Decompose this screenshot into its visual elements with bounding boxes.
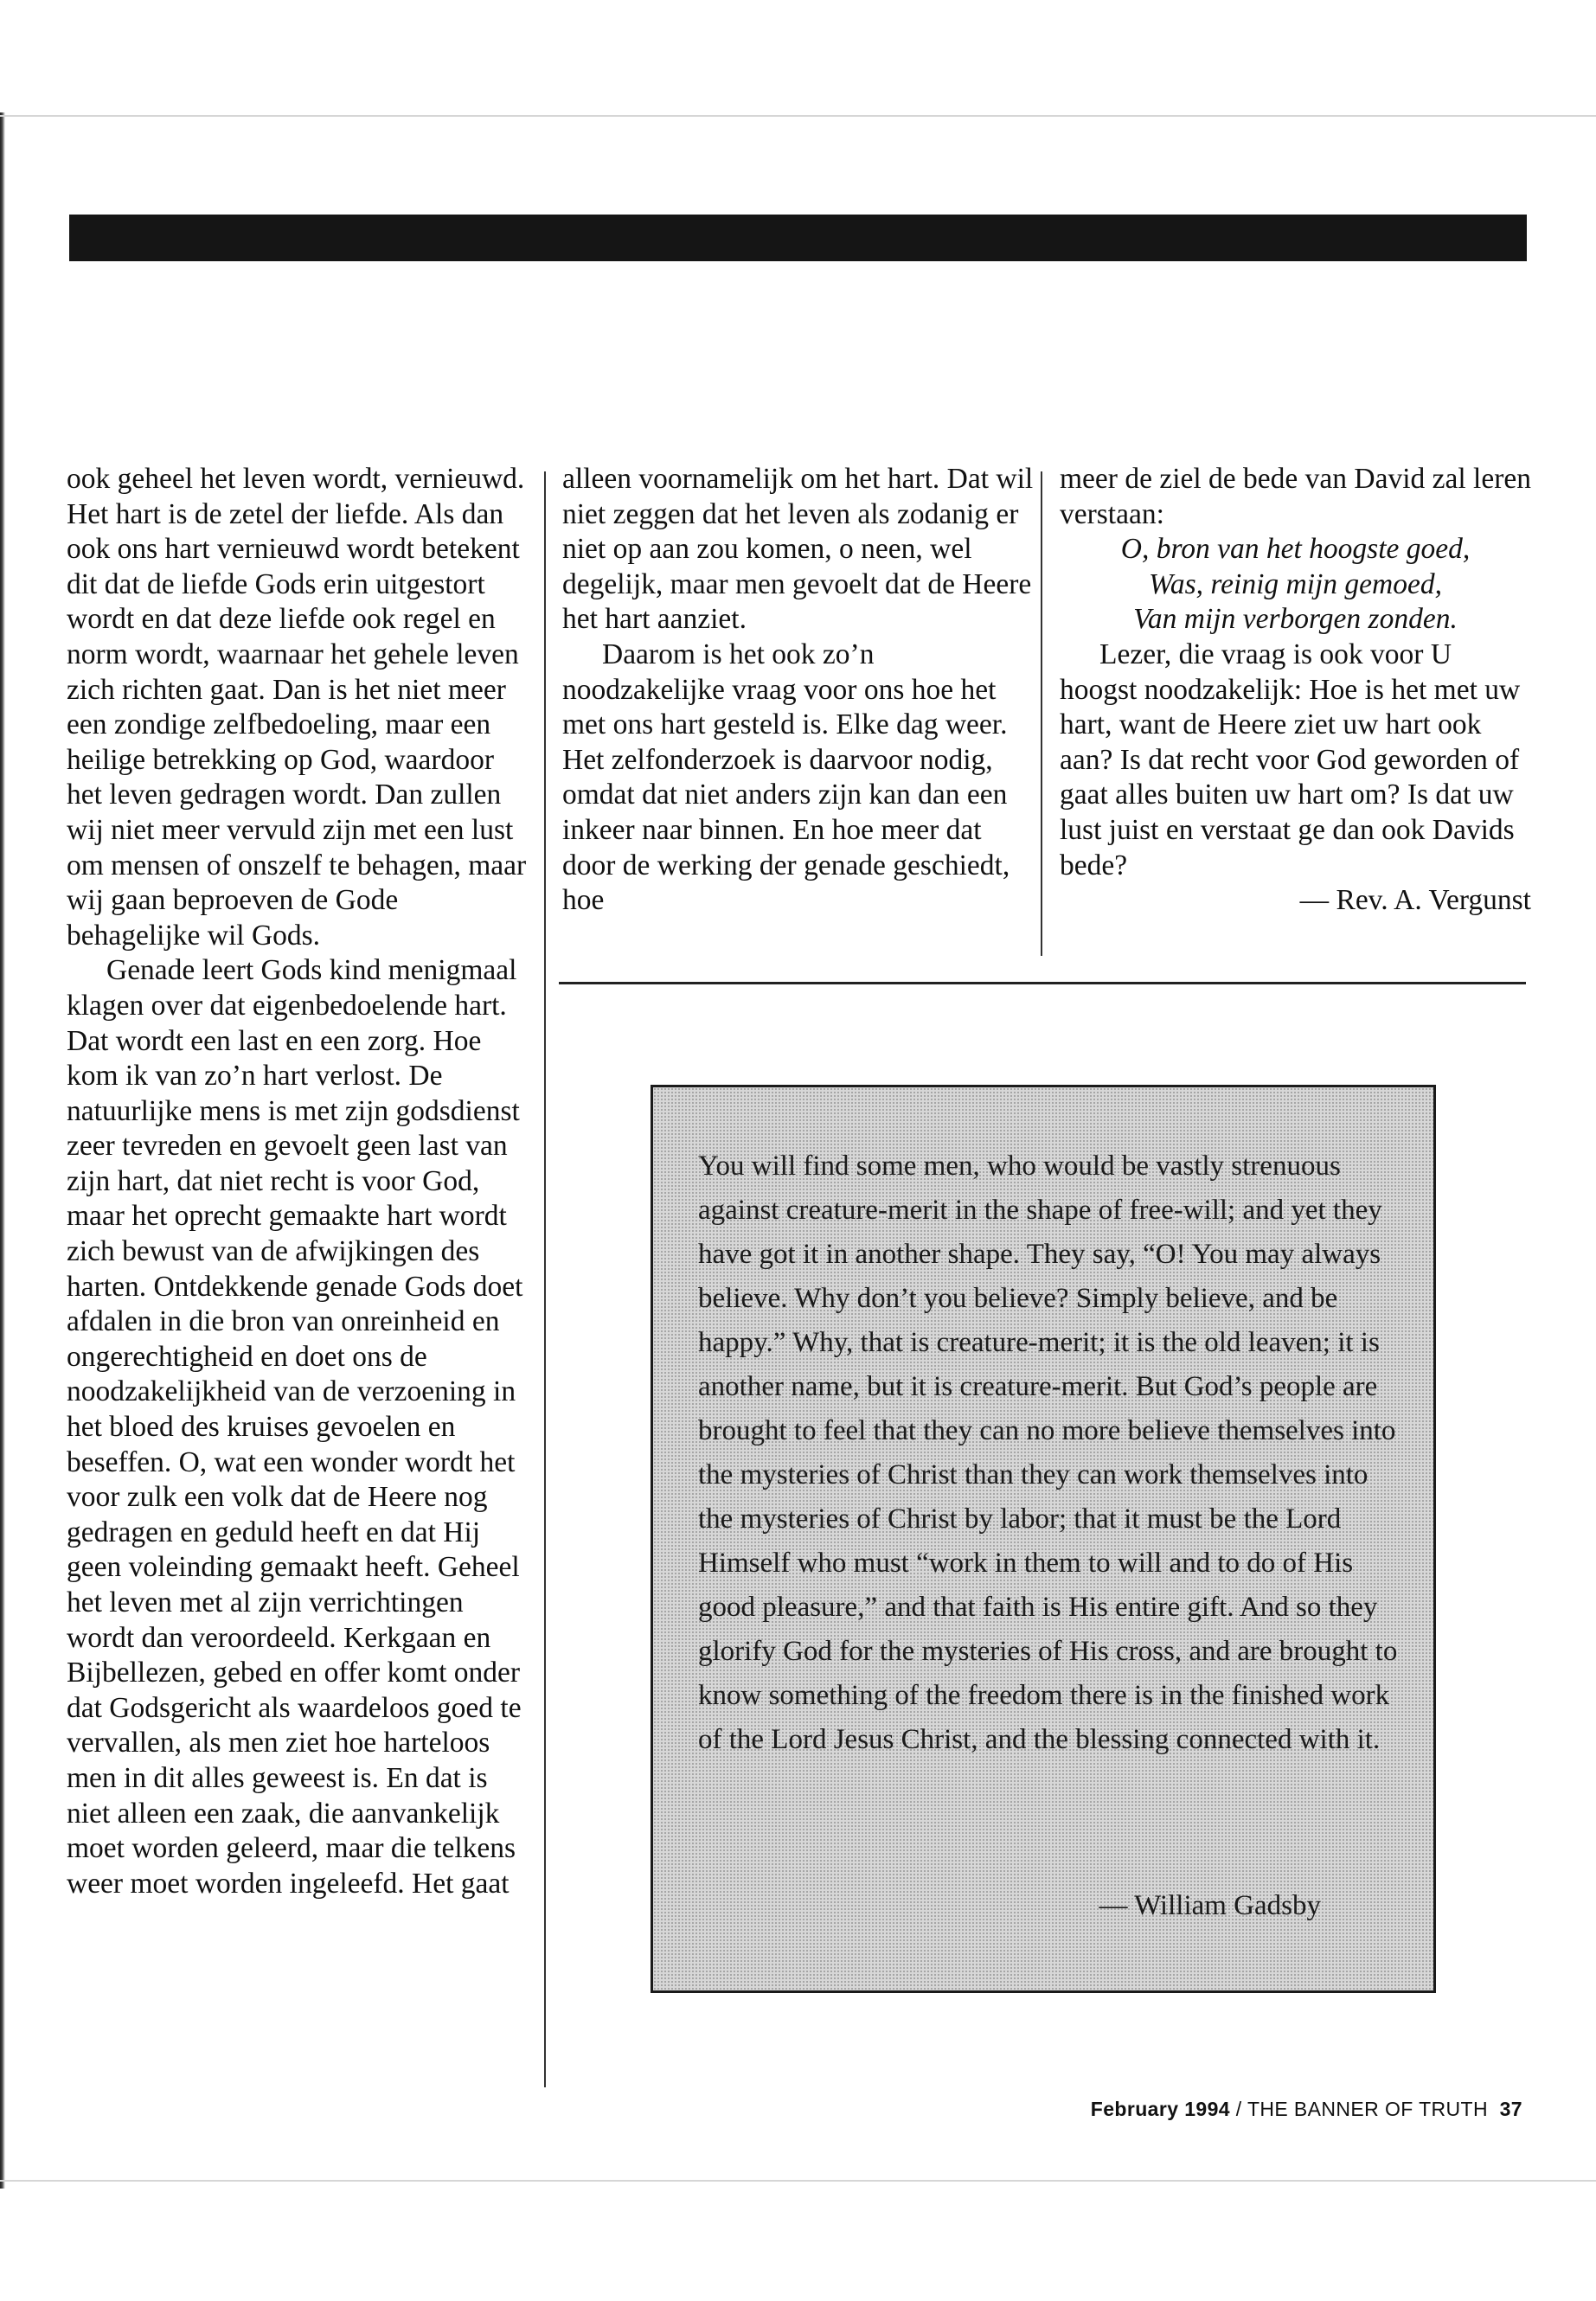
column-divider-2: [1041, 471, 1042, 956]
scan-edge-shadow: [0, 112, 5, 2189]
psalm-verse: [1060, 532, 1531, 638]
psalm-verse-line: O, bron van het hoogste goed,: [1120, 533, 1471, 566]
page-bottom-edge: [0, 2180, 1596, 2182]
article-byline: — Rev. A. Vergunst: [1299, 884, 1531, 917]
footer-separator: /: [1229, 2098, 1247, 2120]
footer-publication: THE BANNER OF TRUTH: [1247, 2098, 1489, 2120]
column2-paragraph-1: alleen voornamelijk om het hart. Dat wil niet zeggen dat het leven als zodanig er niet op aan zou komen, o neen, wel degelijk, maar men gevoelt dat de Heere het hart aanziet.: [562, 463, 1034, 636]
column2-paragraph-2: Daarom is het ook zo’n noodzakelijke vraag voor ons hoe het met ons hart gesteld is. Elke dag weer. Het zelfonderzoek is daarvoor nodig, omdat dat niet anders zijn kan dan een inkeer naar binnen. En hoe meer dat door de werking der genade geschiedt, hoe: [562, 638, 1010, 917]
header-banner: [69, 215, 1527, 261]
column1-paragraph-1: ook geheel het leven wordt, vernieuwd. Het hart is de zetel der liefde. Als dan ook ons hart vernieuwd wordt betekent dit dat de liefde Gods erin uitgestort wordt en dat deze liefde ook regel en norm wordt, waarnaar het gehele leven zich richten gaat. Dan is het niet meer een zondige zelfbedoeling, maar een heilige betrekking op God, waardoor het leven gedragen wordt. Dan zullen wij niet meer vervuld zijn met een lust om mensen of onszelf te behagen, maar wij gaan beproeven de Gode behagelijke wil Gods.: [67, 463, 527, 952]
quote-author: — William Gadsby: [1099, 1890, 1321, 1921]
article-end-rule: [559, 982, 1526, 984]
psalm-verse-line: Was, reinig mijn gemoed,: [1148, 567, 1442, 600]
quote-text: You will find some men, who would be vastly strenuous against creature-merit in the shape of free-will; and yet they have got it in another shape. They say, “O! You may always believe. Why don’t you believe? Simply believe, and be happy.” Why, that is creature-merit; it is the old leaven; it is another name, but it is creature-merit. But God’s people are brought to feel that they can no more believe themselves into the mysteries of Christ than they can work themselves into the mysteries of Christ by labor; that it must be the Lord Himself who must “work in them to will and to do of His good pleasure,” and that faith is His entire gift. And so they glorify God for the mysteries of His cross, and are brought to know something of the freedom there is in the finished work of the Lord Jesus Christ, and the blessing connected with it.: [698, 1150, 1398, 1755]
column1-paragraph-2: Genade leert Gods kind menigmaal klagen over dat eigenbedoelende hart. Dat wordt een last en een zorg. Hoe kom ik van zo’n hart verlost. De natuurlijke mens is met zijn godsdienst zeer tevreden en gevoelt geen last van zijn hart, dat niet recht is voor God, maar het oprecht gemaakte hart wordt zich bewust van de afwijkingen des harten. Ontdekkende genade Gods doet afdalen in die bron van onreinheid en ongerechtigheid en doet ons de noodzakelijkheid van de verzoening in het bloed des kruises gevoelen en beseffen. O, wat een wonder wordt het voor zulk een volk dat de Heere nog gedragen en geduld heeft en dat Hij geen voleinding gemaakt heeft. Geheel het leven met al zijn verrichtingen wordt dan veroordeeld. Kerkgaan en Bijbellezen, gebed en offer komt onder dat Godsgericht als waardeloos goed te vervallen, als men ziet hoe harteloos men in dit alles geweest is. En dat is niet alleen een zaak, die aanvankelijk moet worden geleerd, maar die telkens weer moet worden ingeleefd. Het gaat: [67, 954, 523, 1900]
page-top-edge: [0, 115, 1596, 117]
column3-paragraph-2: Lezer, die vraag is ook voor U hoogst noodzakelijk: Hoe is het met uw hart, want de Heere ziet uw hart ook aan? Is dat recht voor God geworden of gaat alles buiten uw hart om? Is dat uw lust juist en verstaat ge dan ook Davids bede?: [1060, 638, 1521, 881]
article-column-1: [67, 462, 534, 1901]
column3-paragraph-1: meer de ziel de bede van David zal leren verstaan:: [1060, 463, 1532, 530]
page-number: 37: [1499, 2098, 1522, 2120]
article-column-2: [562, 462, 1034, 919]
page-footer: [1091, 2098, 1522, 2121]
psalm-verse-line: Van mijn verborgen zonden.: [1133, 603, 1458, 636]
footer-date: February 1994: [1090, 2098, 1230, 2120]
quote-box: [651, 1085, 1436, 1993]
article-column-3: [1060, 462, 1531, 919]
column-divider-1: [544, 471, 546, 2087]
